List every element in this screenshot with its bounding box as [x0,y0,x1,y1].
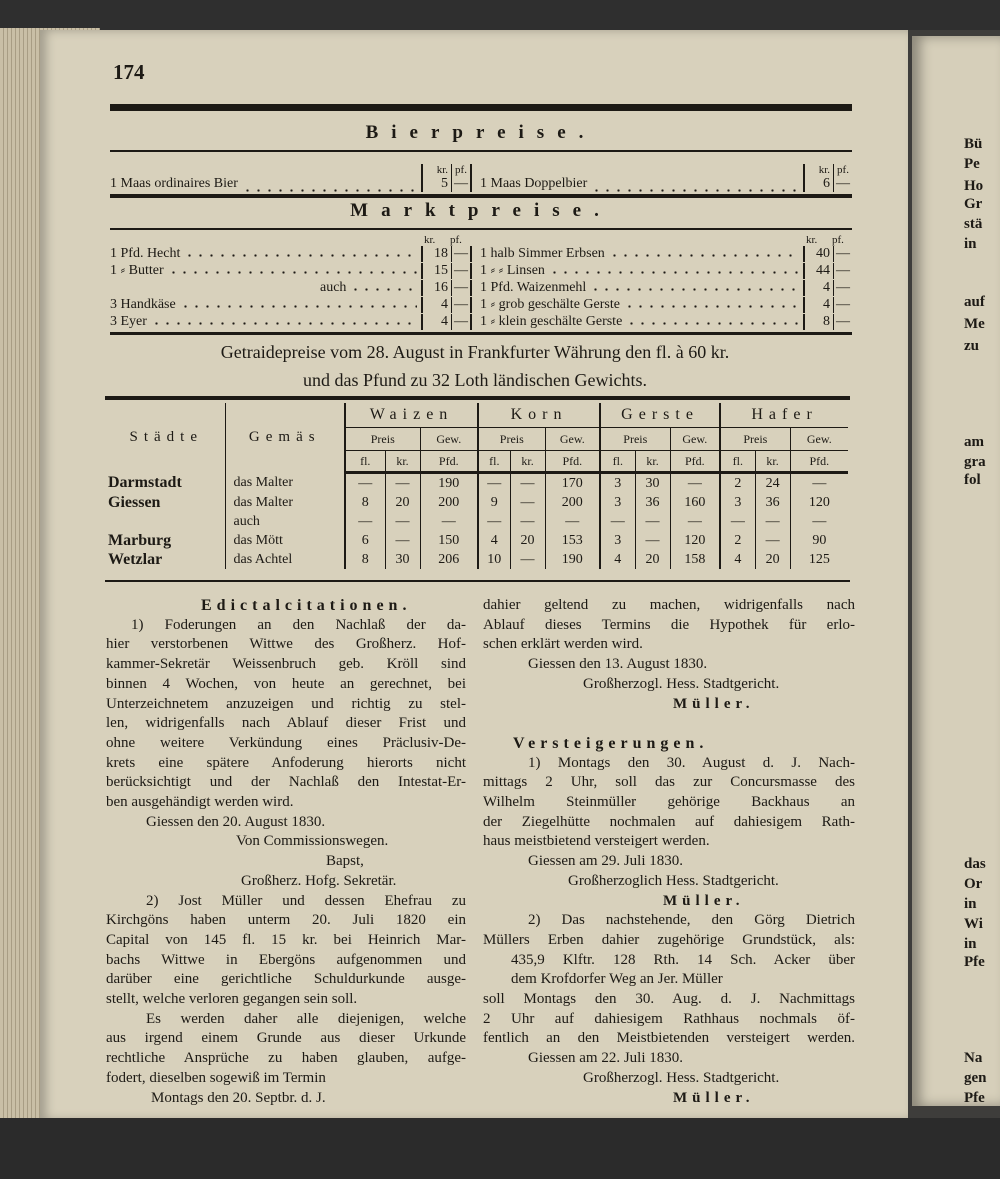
measure: auch [233,513,260,529]
dot-leader [549,271,799,274]
price-cell: 8 [345,550,385,569]
section-heading: Edictalcitationen. [201,597,412,614]
text-line: Giessen am 22. Juli 1830. [528,1050,683,1067]
market-item-kr: 40 [803,246,833,262]
table-row [108,493,848,512]
facing-page-fragment [912,36,1000,1106]
price-cell: 24 [755,473,790,494]
price-cell: 206 [420,550,478,569]
market-item-label: 3 Eyer [110,314,147,329]
header-weight: Gew. [420,428,478,451]
text-line: Großherzogl. Hess. Stadtgericht. [583,675,780,692]
market-item-label: auch [320,280,347,295]
text-line: 2) Jost Müller und dessen Ehefrau zu [146,892,466,909]
facing-page-text: zu [964,338,979,354]
grain-prices-title: Getraidepreise vom 28. August in Frankfurter Währung den fl. à 60 kr. [220,342,730,362]
unit-pf: pf. [455,164,467,176]
price-cell: 3 [600,531,635,550]
text-line: Kirchgöns haben unterm 20. Juli 1820 ein [106,912,466,929]
market-item-kr: 15 [421,263,451,279]
dot-leader [624,305,799,308]
header-row-grains [108,403,848,428]
price-cell: 10 [478,550,510,569]
beer-label: 1 Maas Doppelbier [480,176,588,191]
scan-background-bottom [0,1118,1000,1179]
dot-leader [350,288,417,291]
text-line: krets eine spätere Anfoderung hierorts nicht [106,754,466,771]
table-row [108,473,848,494]
text-line: ben ausgehändigt werden wird. [106,794,294,811]
facing-page-text: Gr [964,196,983,212]
unit-kr: kr. [424,234,436,246]
price-cell: — [545,512,600,531]
header-weight: Gew. [790,428,848,451]
market-item-kr: 4 [421,297,451,313]
unit-kr: kr. [635,451,670,473]
page-number: 174 [113,60,145,84]
price-cell: — [635,531,670,550]
beer-prices-heading: Bierpreise. [365,122,597,143]
facing-page-text: Pfe [964,1090,985,1106]
market-item [110,263,472,280]
table-row [108,531,848,550]
text-line: Großherz. Hofg. Sekretär. [241,872,397,889]
price-cell: — [510,512,545,531]
price-cell: 190 [545,550,600,569]
text-line: schen erklärt werden wird. [483,636,643,653]
city-name: Darmstadt [108,473,225,494]
text-line: berücksichtigt und der Nachlaß den Intestat-Er- [106,774,466,791]
header-weight: Gew. [670,428,720,451]
market-item-kr: 16 [421,280,451,296]
market-item-kr: 4 [803,280,833,296]
market-item-pf: — [833,246,852,262]
price-cell: 20 [635,550,670,569]
market-item [480,280,852,297]
text-line: Großherzoglich Hess. Stadtgericht. [568,872,779,889]
facing-page-text: Or [964,876,983,892]
unit-pf: pf. [450,234,462,246]
market-item-pf: — [451,263,472,279]
facing-page-text: Na [964,1050,983,1066]
text-line: Müller. [673,1089,755,1106]
facing-page-text: am [964,434,984,450]
price-cell: 3 [600,473,635,494]
auctions-column [483,596,855,1108]
text-line: Wilhelm Steinmüller gehörige Backhaus an [483,794,855,811]
price-cell: 3 [720,493,755,512]
text-line: len, widrigenfalls nach Ablauf dieser Frist und [106,715,466,732]
text-line: stellt, welche verloren gegangen sein soll. [106,991,358,1008]
price-cell: — [755,512,790,531]
unit-kr: kr. [385,451,420,473]
unit-kr: kr. [755,451,790,473]
facing-page-text: fol [964,472,981,488]
text-line: Müllers Erben dahier zugehörige Grundstück, als: [483,931,855,948]
market-item-label: 1 ⸗ Butter [110,263,164,278]
price-cell: 120 [790,493,848,512]
facing-page-text: Me [964,316,985,332]
text-line: Giessen den 20. August 1830. [146,813,326,830]
price-cell: 153 [545,531,600,550]
header-price: Preis [345,428,420,451]
facing-page-text: Ho [964,178,984,194]
text-line: Montags den 20. Septbr. d. J. [151,1089,326,1106]
dot-leader [626,322,799,325]
price-cell: — [478,473,510,494]
unit-pf: pf. [832,234,844,246]
unit-pf: pf. [837,164,849,176]
market-item-kr: 8 [803,314,833,330]
beer-item [480,158,852,192]
price-cell: — [510,493,545,512]
facing-page-text: gra [964,454,986,470]
text-line: 1) Foderungen an den Nachlaß der da- [131,616,466,633]
market-item-pf: — [833,263,852,279]
price-cell: 2 [720,531,755,550]
price-cell: 20 [755,550,790,569]
market-item-kr: 4 [421,314,451,330]
market-item-label: 1 ⸗ grob geschälte Gerste [480,297,620,312]
market-item [480,246,852,263]
market-item [110,314,472,331]
price-cell: — [420,512,478,531]
dot-leader [609,254,799,257]
price-cell: — [790,473,848,494]
text-line: Großherzogl. Hess. Stadtgericht. [583,1069,780,1086]
unit-fl: fl. [600,451,635,473]
price-cell: 8 [345,493,385,512]
text-line: binnen 4 Wochen, von heute an gerechnet, bei [106,675,466,692]
grain-prices-subtitle: und das Pfund zu 32 Loth ländischen Gewichts. [303,370,647,390]
dot-leader [151,322,417,325]
text-line: kammer-Sekretär Weissenbruch geb. Kröll sind [106,656,466,673]
measure: das Mött [233,532,283,548]
grain-prices-table [108,403,848,569]
market-item-pf: — [833,314,852,330]
market-item [480,314,852,331]
market-item [110,297,472,314]
market-item-pf: — [451,314,472,330]
header-grain: Hafer [720,403,848,428]
facing-page-text: das [964,856,986,872]
city-name: Marburg [108,531,225,550]
rule [110,332,852,335]
market-item-label: 3 Handkäse [110,297,176,312]
table-row [108,550,848,569]
unit-fl: fl. [478,451,510,473]
market-prices-heading: Marktpreise. [350,200,612,221]
text-line: Capital von 145 fl. 15 kr. bei Heinrich Mar- [106,931,466,948]
text-line: dem Krofdorfer Weg an Jer. Müller [511,971,723,988]
top-rule [110,104,852,111]
dot-leader [590,288,799,291]
facing-page-text: Pe [964,156,980,172]
beer-item [110,158,472,192]
unit-pfd: Pfd. [790,451,848,473]
price-cell: 158 [670,550,720,569]
text-line: rechtliche Ansprüche zu haben glauben, aufge- [106,1050,466,1067]
text-line: Unterzeichnetem anzuzeigen und richtig zu stel- [106,695,466,712]
text-line: Müller. [663,892,745,909]
dot-leader [180,305,417,308]
price-cell: 120 [670,531,720,550]
section-heading: Versteigerungen. [513,734,709,752]
price-cell: — [600,512,635,531]
price-cell: — [385,473,420,494]
text-line [483,714,855,734]
header-price: Preis [478,428,545,451]
rule [110,150,852,152]
header-grain: Waizen [345,403,478,428]
header-grain: Gerste [600,403,720,428]
market-item-pf: — [451,280,472,296]
price-cell: 190 [420,473,478,494]
facing-page-text: Wi [964,916,983,932]
text-line: ohne weitere Verkündung eines Präclusiv-De- [106,734,466,751]
price-cell: — [670,512,720,531]
facing-page-text: in [964,236,977,252]
price-cell: — [510,473,545,494]
price-cell: 4 [478,531,510,550]
measure: das Achtel [233,551,293,567]
header-grain: Korn [478,403,600,428]
dot-leader [168,271,417,274]
market-item-kr: 44 [803,263,833,279]
market-item-pf: — [451,297,472,313]
text-line: haus meistbietend versteigert werden. [483,833,710,850]
market-item-label: 1 Pfd. Waizenmehl [480,280,587,295]
beer-pf: — [454,176,468,191]
unit-fl: fl. [720,451,755,473]
unit-pfd: Pfd. [545,451,600,473]
market-item-pf: — [451,246,472,262]
price-cell: — [510,550,545,569]
text-line: fodert, dieselben sogewiß im Termin [106,1069,326,1086]
table-row [108,512,848,531]
header-price: Preis [720,428,790,451]
rule [105,396,850,400]
rule [110,228,852,230]
text-line: darüber eine gerichtliche Schuldurkunde ausge- [106,971,466,988]
text-line: 435,9 Klftr. 128 Rth. 14 Sch. Acker über [511,951,855,968]
price-cell: — [345,473,385,494]
unit-kr: kr. [510,451,545,473]
price-cell: — [345,512,385,531]
text-line: Bapst, [326,853,364,870]
beer-kr: 5 [441,176,448,191]
text-line: der Ziegelhütte nochmalen auf dahiesigem Rath- [483,813,855,830]
header-measure: Gemäs [248,429,321,446]
price-cell: 200 [420,493,478,512]
price-cell: 30 [385,550,420,569]
facing-page-text: gen [964,1070,987,1086]
unit-kr: kr. [818,164,830,176]
text-line: fentlich an den Meistbietenden versteigert werden. [483,1030,855,1047]
price-cell: — [790,512,848,531]
text-line: Ablauf dieses Termins die Hypothek für erlo- [483,616,855,633]
facing-page-text: Pfe [964,954,985,970]
price-cell: 4 [600,550,635,569]
price-cell: 170 [545,473,600,494]
price-cell: 2 [720,473,755,494]
price-cell: — [720,512,755,531]
price-cell: 9 [478,493,510,512]
city-name: Wetzlar [108,550,225,569]
price-cell: — [385,512,420,531]
text-line: Es werden daher alle diejenigen, welche [146,1010,466,1027]
header-cities: Städte [108,403,225,473]
unit-fl: fl. [345,451,385,473]
price-cell: 200 [545,493,600,512]
price-cell: 3 [600,493,635,512]
price-cell: 160 [670,493,720,512]
price-cell: — [478,512,510,531]
price-cell: 125 [790,550,848,569]
facing-page-text: in [964,896,977,912]
price-cell: 30 [635,473,670,494]
text-line: bachs Wittwe in Ebergöns aufgenommen und [106,951,466,968]
text-line: Müller. [673,695,755,712]
text-line: aus irgend einem Grunde aus dieser Urkunde [106,1030,466,1047]
beer-kr: 6 [823,176,830,191]
market-item-label: 1 ⸗ klein geschälte Gerste [480,314,623,329]
market-item [480,297,852,314]
facing-page-text: in [964,936,977,952]
unit-pfd: Pfd. [670,451,720,473]
beer-label: 1 Maas ordinaires Bier [110,176,238,191]
scan-background-top [0,0,1000,30]
header-weight: Gew. [545,428,600,451]
price-cell: — [755,531,790,550]
price-cell: 36 [755,493,790,512]
text-line: 2 Uhr auf dahiesigem Rathhaus nochmals öf- [483,1010,855,1027]
price-cell: — [670,473,720,494]
text-line: soll Montags den 30. Aug. d. J. Nachmittags [483,991,855,1008]
market-item-label: 1 ⸗ ⸗ Linsen [480,263,545,278]
text-line: 1) Montags den 30. August d. J. Nach- [528,754,855,771]
market-item-pf: — [833,280,852,296]
market-item-pf: — [833,297,852,313]
market-item [110,246,472,263]
market-item-kr: 4 [803,297,833,313]
rule [105,580,850,582]
text-line: Giessen am 29. Juli 1830. [528,853,683,870]
beer-pf: — [836,176,850,191]
price-cell: 150 [420,531,478,550]
market-item-label: 1 halb Simmer Erbsen [480,246,605,261]
price-cell: 20 [385,493,420,512]
price-cell: 90 [790,531,848,550]
dot-leader [184,254,417,257]
facing-page-text: auf [964,294,985,310]
text-line: Giessen den 13. August 1830. [528,656,708,673]
price-cell: 4 [720,550,755,569]
city-name: Giessen [108,493,225,512]
header-price: Preis [600,428,670,451]
unit-kr: kr. [436,164,448,176]
text-line: 2) Das nachstehende, den Görg Dietrich [528,912,855,929]
market-item [480,263,852,280]
price-cell: 6 [345,531,385,550]
facing-page-text: Bü [964,136,983,152]
market-item-kr: 18 [421,246,451,262]
price-cell: 20 [510,531,545,550]
unit-pfd: Pfd. [420,451,478,473]
market-item [110,280,472,297]
text-line: dahier geltend zu machen, widrigenfalls nach [483,597,855,613]
price-cell: — [385,531,420,550]
measure: das Malter [233,494,293,510]
price-cell: 36 [635,493,670,512]
text-line: mittags 2 Uhr, soll das zur Concursmasse des [483,774,855,791]
unit-kr: kr. [806,234,818,246]
text-line: Von Commissionswegen. [236,833,389,850]
measure: das Malter [233,474,293,490]
edictal-citations-column [106,596,466,1108]
facing-page-text: stä [964,216,983,232]
rule [110,194,852,198]
market-item-label: 1 Pfd. Hecht [110,246,181,261]
city-name [108,512,225,531]
price-cell: — [635,512,670,531]
text-line: hier verstorbenen Wittwe des Großherz. Hof- [106,636,466,653]
